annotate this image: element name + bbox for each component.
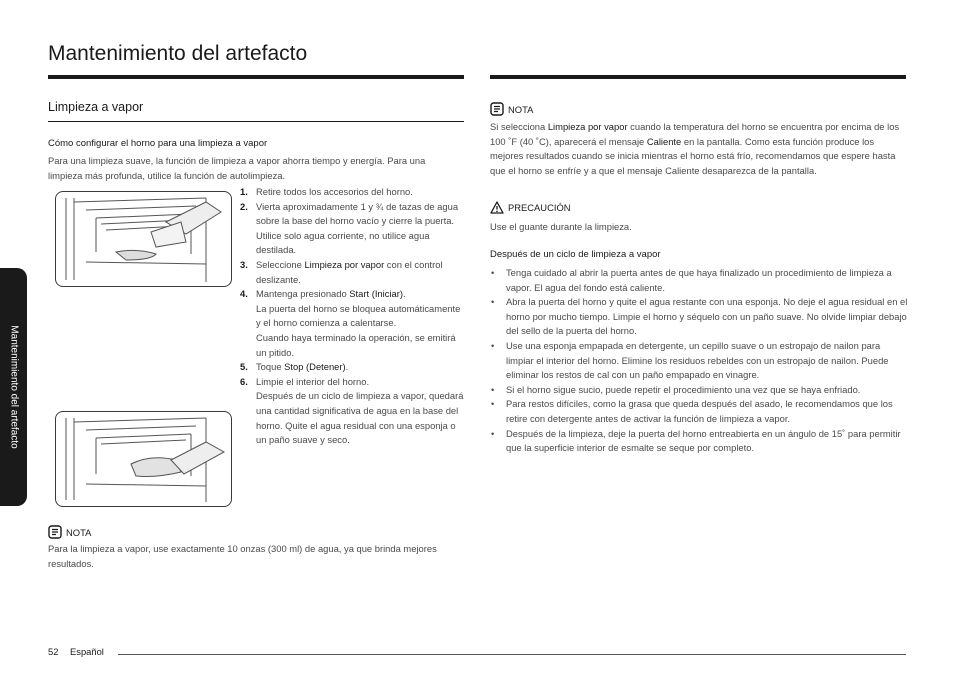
caution-text: Use el guante durante la limpieza. (490, 221, 632, 232)
list-item: • Abra la puerta del horno y quite el agua restante con una esponja. No deje el agua residual en el horno por mucho tiempo. Limpie el horno y séquelo con un paño suave. No olvide limpiar debajo del sello de la puerta del horno. (490, 295, 908, 339)
step-number: 1. (240, 186, 248, 197)
caution-label: PRECAUCIÓN (508, 202, 571, 213)
intro-text: Para una limpieza suave, la función de limpieza a vapor ahorra tiempo y energía. Para una limpieza más profunda, utilice la función de autolimpieza. (48, 155, 426, 181)
page-title: Mantenimiento del artefacto (48, 42, 308, 65)
note-heading-right (490, 102, 533, 116)
side-tab (0, 268, 27, 506)
step-item (240, 258, 466, 287)
step-text: Vierta aproximadamente 1 y ¾ de tazas de agua sobre la base del horno vacío y cierre la puerta. (256, 200, 459, 227)
step-number: 4. (240, 288, 248, 300)
step-number: 5. (240, 361, 248, 373)
side-tab-label: Mantenimiento del artefacto (8, 325, 19, 449)
caution-heading (490, 201, 571, 214)
step-item (240, 287, 466, 360)
section-title: Limpieza a vapor (48, 100, 144, 114)
list-item: • Use una esponja empapada en detergente, un cepillo suave o un estropajo de nailon para limpiar el interior del horno. Elimine los residuos rebeldes con un estropajo de nailon. Puede eliminar los restos de cal con un paño empapado en vinagre. (490, 339, 908, 383)
list-item: • Para restos difíciles, como la grasa que queda después del asado, le recomendamos que los retire con detergente antes de activar la función de limpieza a vapor. (490, 397, 908, 426)
oven-wipe-image (56, 412, 231, 506)
step-text: Retire todos los accesorios del horno. (256, 186, 413, 197)
note-bold: Caliente (646, 135, 682, 147)
header-rule-right (490, 75, 906, 79)
note-bold: Limpieza por vapor (547, 121, 628, 132)
step-item (240, 375, 466, 448)
step-text-post: . (345, 361, 349, 373)
note-icon (490, 102, 504, 116)
footer-rule (118, 654, 906, 655)
footer-language: Español (70, 646, 104, 657)
list-item: • Después de la limpieza, deje la puerta del horno entreabierta en un ángulo de 15˚ para permitir que la superficie interior de esmalte se seque por completo. (490, 427, 908, 456)
note-heading-left (48, 525, 91, 539)
note-label: NOTA (508, 103, 534, 115)
step-number: 6. (240, 375, 248, 387)
after-cleaning-heading: Después de un ciclo de limpieza a vapor (490, 249, 661, 260)
step-text-post: con el control deslizante. (256, 258, 443, 285)
step-item (240, 200, 466, 258)
oven-wipe-illustration (55, 411, 232, 507)
step-bold: Start (Iniciar) (349, 288, 403, 300)
step-item (240, 360, 466, 375)
step-text: Mantenga presionado (256, 288, 350, 300)
step-text: Toque (256, 361, 285, 373)
after-cleaning-list (490, 266, 908, 456)
step-extra: Después de un ciclo de limpieza a vapor, quedará una cantidad significativa de agua en la base del horno. Quite el agua residual con una esponja o un paño suave y seco. (256, 390, 464, 446)
note-text-part: en la pantalla. Como esta función produce los mejores resultados cuando se inicia mientras el horno está frío, recomendamos que espere hasta que el horno se enfríe y a que el mensaje Caliente desaparezca de la pantalla. (490, 135, 896, 176)
step-number: 3. (240, 258, 248, 270)
note-label: NOTA (66, 526, 92, 538)
step-text-post: . (402, 288, 406, 300)
note-icon (48, 525, 62, 539)
oven-pour-water-image (56, 192, 231, 286)
step-text: Limpie el interior del horno. (256, 375, 370, 387)
step-extra: La puerta del horno se bloquea automáticamente y el horno comienza a calentarse. (256, 302, 461, 329)
note-text-part: cuando la temperatura del horno se encuentra por encima de los 100 ˚F (40 ˚C), aparecerá el mensaje (490, 121, 900, 147)
note-text-part: Si selecciona (490, 121, 548, 132)
note-text-right (490, 120, 908, 178)
header-rule-left (48, 75, 464, 79)
step-text: Seleccione (256, 258, 305, 270)
step-number: 2. (240, 200, 248, 212)
page-number: 52 (48, 646, 59, 657)
subheading: Cómo configurar el horno para una limpieza a vapor (48, 138, 268, 149)
section-rule (48, 121, 464, 122)
step-extra: Utilice solo agua corriente, no utilice agua destilada. (256, 229, 430, 256)
list-item: • Tenga cuidado al abrir la puerta antes de que haya finalizado un procedimiento de limpieza a vapor. El agua del fondo está caliente. (490, 266, 908, 295)
steps-list (240, 185, 466, 448)
warning-icon (490, 201, 504, 214)
list-item: • Si el horno sigue sucio, puede repetir el procedimiento una vez que se haya enfriado. (490, 383, 908, 398)
step-item (240, 185, 466, 200)
note-text-left: Para la limpieza a vapor, use exactamente 10 onzas (300 ml) de agua, ya que brinda mejores resultados. (48, 543, 437, 569)
step-bold: Stop (Detener) (284, 361, 346, 373)
oven-water-illustration (55, 191, 232, 287)
step-bold: Limpieza por vapor (304, 258, 385, 270)
step-extra: Cuando haya terminado la operación, se emitirá un pitido. (256, 331, 456, 358)
